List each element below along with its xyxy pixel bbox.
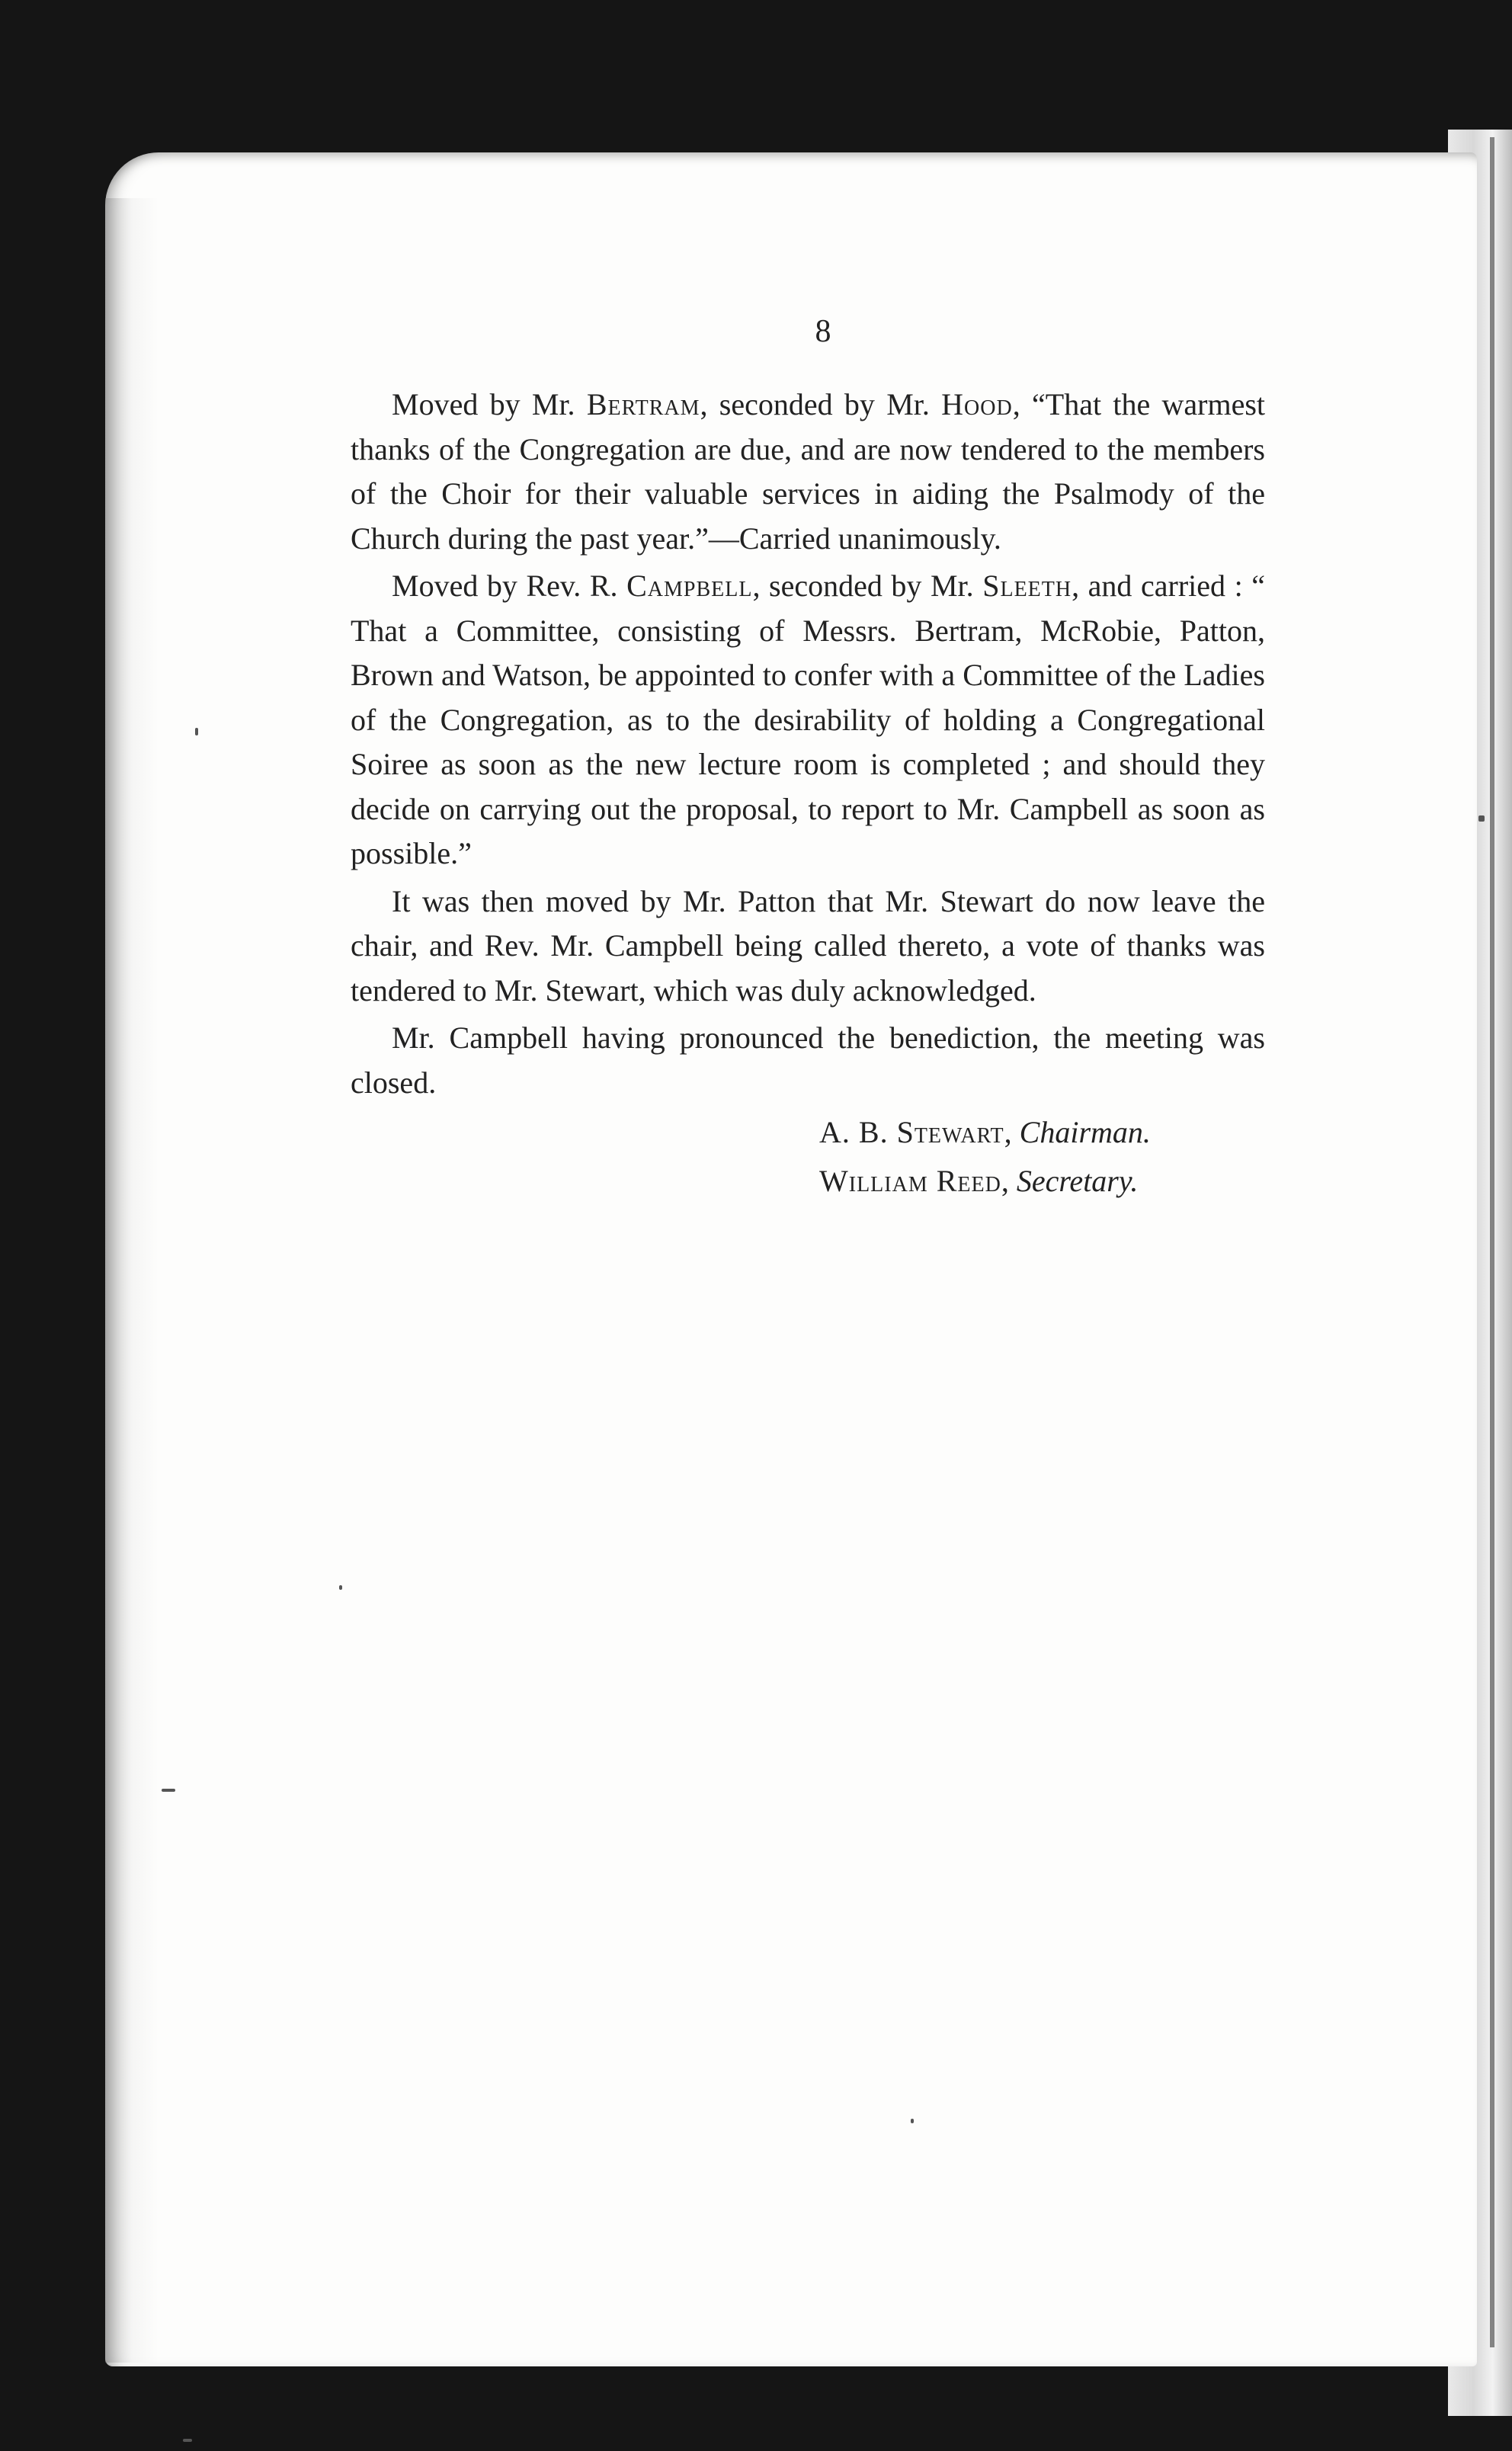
signature-secretary: William Reed, Secretary. xyxy=(819,1164,1139,1198)
page-text-block xyxy=(351,312,1265,1206)
paragraph-body: , “That the warmest thanks of the Congregation are due, and are now tendered to the members of the Choir for their valuable services in aiding the Psalmody of the Church during the past year.”—Carried unanimously. xyxy=(351,387,1266,556)
mover-name: Bertram xyxy=(586,387,700,421)
signatory-title: Chairman. xyxy=(1019,1115,1151,1149)
seconder-name: Hood xyxy=(941,387,1013,421)
signatory-title: Secretary. xyxy=(1016,1164,1139,1198)
paragraph-body: , and carried : “ That a Committee, consisting of Messrs. Bertram, McRobie, Patton, Brown and Watson, be appointed to confer with a Committee of the Ladies of the Congregation, as to the desirability of holding a Congregational Soiree as soon as the new lecture room is completed ; and should they decide on carrying out the proposal, to report to Mr. Campbell as soon as possible.” xyxy=(351,569,1265,870)
paragraph-choir-motion xyxy=(351,383,1265,561)
mover-name: Campbell xyxy=(626,569,753,603)
signatory-name: William Reed xyxy=(819,1164,1001,1198)
signatory-name: A. B. Stewart xyxy=(819,1115,1004,1149)
page-gutter-shadow xyxy=(105,198,159,2363)
paragraph-committee-motion xyxy=(351,564,1265,876)
signature-chairman: A. B. Stewart, Chairman. xyxy=(819,1115,1151,1149)
paragraph-lead: Moved by Mr. xyxy=(392,387,587,421)
scan-artifact xyxy=(195,728,198,735)
paragraph-closing: Mr. Campbell having pronounced the benediction, the meeting was closed. xyxy=(351,1020,1265,1100)
paragraph-mid: , seconded by Mr. xyxy=(752,569,983,603)
adjacent-page-shadow xyxy=(1490,137,1494,2347)
scan-artifact xyxy=(911,2119,914,2123)
paragraph-lead: Moved by Rev. R. xyxy=(392,569,627,603)
paragraph-mid: , seconded by Mr. xyxy=(700,387,942,421)
page-number: 8 xyxy=(815,314,831,349)
scan-artifact xyxy=(183,2439,192,2442)
scan-artifact xyxy=(1478,815,1485,822)
signature-block xyxy=(351,1108,1265,1206)
seconder-name: Sleeth xyxy=(982,569,1072,603)
paragraph-vote-of-thanks: It was then moved by Mr. Patton that Mr. Stewart do now leave the chair, and Rev. Mr. Campbell being called thereto, a vote of thanks was tendered to Mr. Stewart, which was duly acknowledged. xyxy=(351,883,1265,1008)
scan-artifact xyxy=(162,1789,175,1792)
scan-artifact xyxy=(339,1585,342,1590)
